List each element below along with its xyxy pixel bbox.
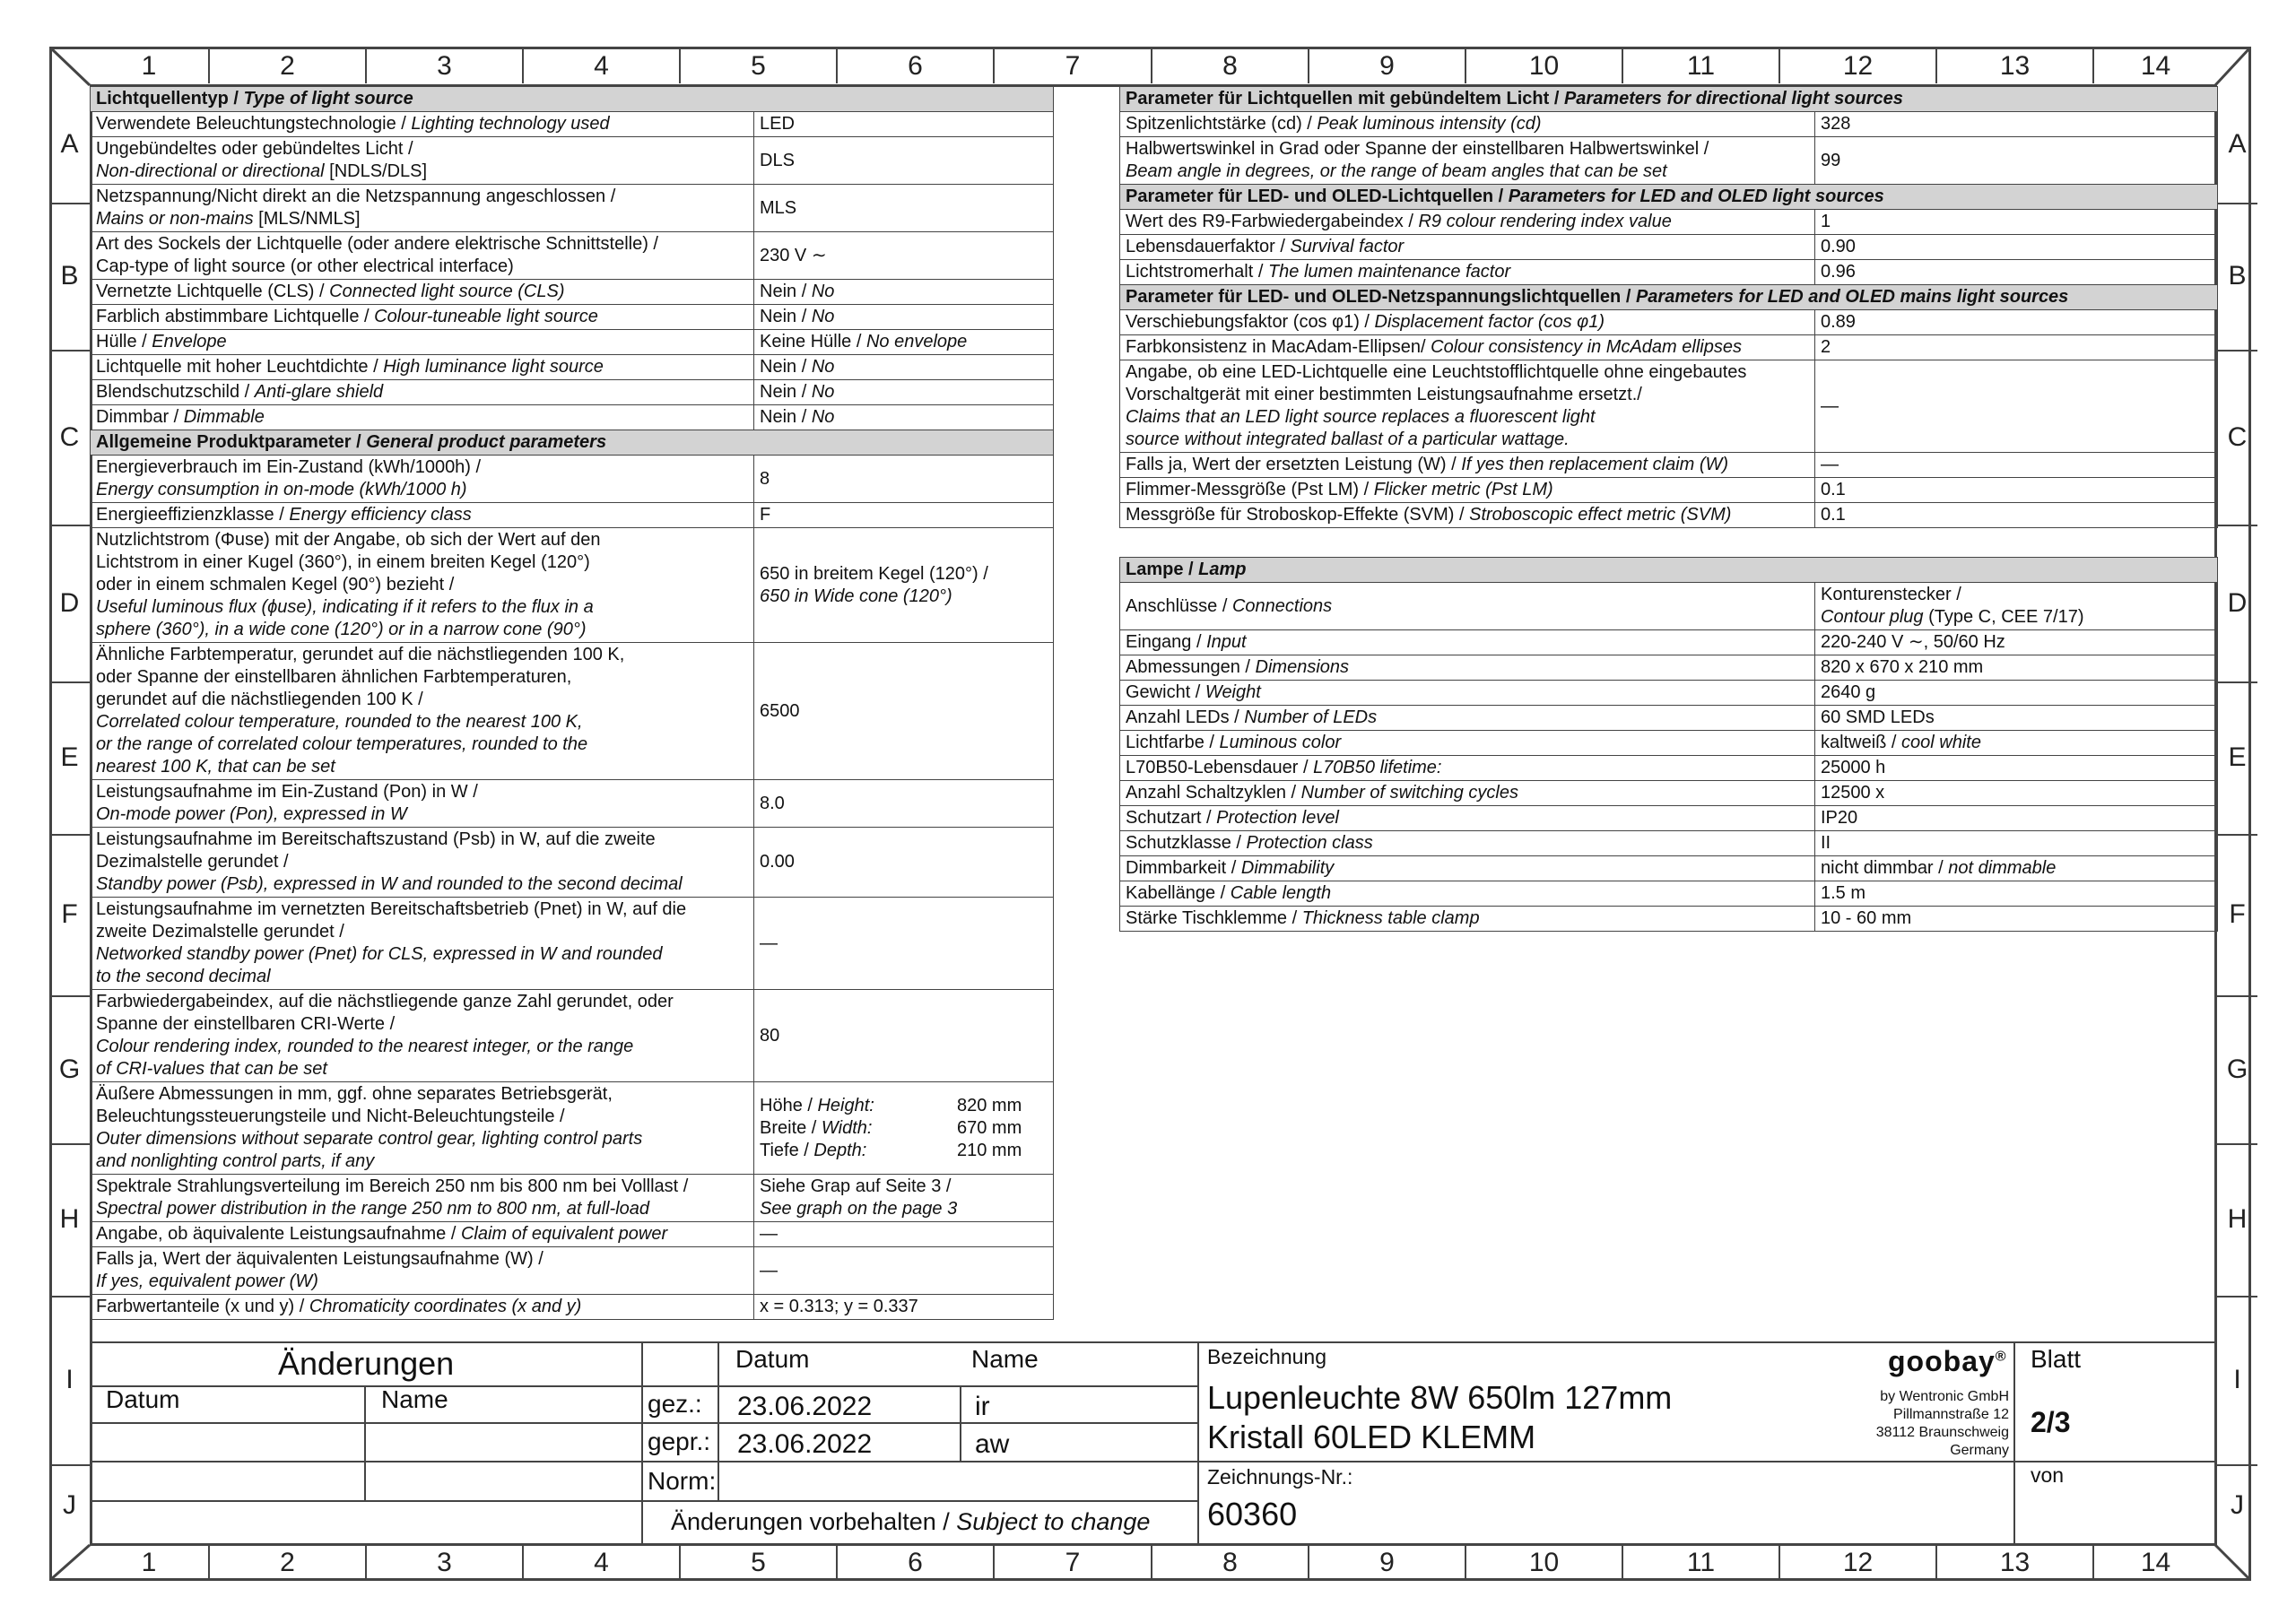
spec-value: Siehe Grap auf Seite 3 / See graph on the page 3 [754,1175,1054,1222]
spec-row [91,137,1054,185]
spec-value: 10 - 60 mm [1815,907,2218,932]
column-number: 9 [1308,1546,1465,1580]
row-divider [49,203,90,204]
spec-label: Nutzlichtstrom (Φuse) mit der Angabe, ob sich der Wert auf den Lichtstrom in einer Kugel (360°), in einem breiten Kegel (120°) oder in einem schmalen Kegel (90°) bezieht / Useful luminous flux (ϕuse), indicating if it refers to the flux in a sphere (360°), in a wide cone (120°) or in a narrow cone (90°) [91,528,754,643]
sheet-label: Blatt [2031,1345,2082,1373]
spec-label: Leistungsaufnahme im Bereitschaftszustand (Psb) in W, auf die zweite Dezimalstelle gerundet / Standby power (Psb), expressed in W and rounded to the second decimal [91,828,754,898]
column-number: 5 [679,1546,836,1580]
spec-row [91,456,1054,503]
spec-row [91,330,1054,355]
spec-value: 8 [754,456,1054,503]
section-header-led-oled: Parameter für LED- und OLED-Lichtquellen / Parameters for LED and OLED light sources [1120,185,2218,210]
spec-label: Wert des R9-Farbwiedergabeindex / R9 colour rendering index value [1120,210,1815,235]
spec-label: Dimmbar / Dimmable [91,405,754,430]
spec-value: kaltweiß / cool white [1815,731,2218,756]
name-header: Name [971,1345,1039,1373]
spec-row [91,185,1054,232]
spec-row [91,232,1054,280]
section-header-directional: Parameter für Lichtquellen mit gebündeltem Licht / Parameters for directional light sources [1120,87,2218,112]
column-number: 4 [522,49,679,83]
column-number: 3 [365,1546,522,1580]
spec-row [91,780,1054,828]
spec-value: 0.96 [1815,260,2218,285]
spec-label: Stärke Tischklemme / Thickness table clamp [1120,907,1815,932]
section-header-light-source-type: Lichtquellentyp / Type of light source [91,87,1054,112]
spec-label: L70B50-Lebensdauer / L70B50 lifetime: [1120,756,1815,781]
drawing-number: 60360 [1207,1496,1298,1532]
spec-row [1120,310,2218,335]
spec-value: IP20 [1815,806,2218,831]
column-number: 2 [208,1546,365,1580]
spec-row [91,1082,1054,1175]
spec-value: II [1815,831,2218,856]
spec-label: Farbwiedergabeindex, auf die nächstliegende ganze Zahl gerundet, oder Spanne der einstellbaren CRI-Werte / Colour rendering index, rounded to the nearest integer, or the range of CRI-values that can be set [91,990,754,1082]
spec-value: LED [754,112,1054,137]
row-divider [49,681,90,683]
row-letter: J [63,1489,76,1520]
column-number: 7 [993,1546,1151,1580]
spec-label: Ungebündeltes oder gebündeltes Licht / Non-directional or directional [NDLS/DLS] [91,137,754,185]
changes-title: Änderungen [278,1345,455,1382]
spec-row [1120,806,2218,831]
spec-row [1120,137,2218,185]
checked-date: 23.06.2022 [737,1429,873,1459]
spec-label: Schutzart / Protection level [1120,806,1815,831]
spec-label: Spitzenlichtstärke (cd) / Peak luminous intensity (cd) [1120,112,1815,137]
spec-label: Angabe, ob äquivalente Leistungsaufnahme / Claim of equivalent power [91,1222,754,1247]
row-divider [49,1296,90,1298]
spec-row [1120,681,2218,706]
company-address: by Wentronic GmbH Pillmannstraße 12 38112 Braunschweig Germany [1875,1389,2009,1458]
row-letter: C [2227,421,2248,452]
spec-label: Falls ja, Wert der ersetzten Leistung (W) / If yes then replacement claim (W) [1120,453,1815,478]
spec-row [1120,235,2218,260]
column-number: 6 [836,1546,993,1580]
spec-label: Messgröße für Stroboskop-Effekte (SVM) / Stroboscopic effect metric (SVM) [1120,503,1815,528]
drawing-number-label: Zeichnungs-Nr.: [1207,1465,1353,1488]
spec-value: MLS [754,185,1054,232]
spec-value: Nein / No [754,355,1054,380]
designation-label: Bezeichnung [1207,1345,1326,1368]
row-divider [2217,681,2257,683]
spec-row [1120,706,2218,731]
spec-label: Energieeffizienzklasse / Energy efficiency class [91,503,754,528]
row-letter: H [59,1204,80,1234]
spec-label: Hülle / Envelope [91,330,754,355]
spec-value: — [754,898,1054,990]
spec-label: Dimmbarkeit / Dimmability [1120,856,1815,881]
spec-value: Höhe / Height: 820 mm Breite / Width: 670 mm Tiefe / Depth: 210 mm [754,1082,1054,1175]
spec-label: Lichtstromerhalt / The lumen maintenance factor [1120,260,1815,285]
goobay-logo: goobay® [1888,1345,2007,1377]
spec-value: 0.1 [1815,478,2218,503]
section-header-led-oled-mains: Parameter für LED- und OLED-Netzspannungslichtquellen / Parameters for LED and OLED mains light sources [1120,285,2218,310]
spec-label: Blendschutzschild / Anti-glare shield [91,380,754,405]
row-letter: I [65,1365,74,1394]
column-number: 5 [679,49,836,83]
table-gap [1120,528,2218,558]
row-letter: G [2226,1054,2248,1084]
row-letter: F [61,899,78,929]
spec-row [1120,881,2218,907]
spec-row [91,112,1054,137]
spec-value: 650 in breitem Kegel (120°) / 650 in Wide cone (120°) [754,528,1054,643]
of-label: von [2031,1463,2065,1487]
spec-value: nicht dimmbar / not dimmable [1815,856,2218,881]
spec-row [91,1175,1054,1222]
row-divider [2217,834,2257,836]
column-number: 1 [141,51,157,81]
column-number: 1 [141,1548,157,1577]
spec-label: Farbwertanteile (x und y) / Chromaticity coordinates (x and y) [91,1295,754,1320]
spec-value: 2640 g [1815,681,2218,706]
spec-value: 8.0 [754,780,1054,828]
spec-label: Anschlüsse / Connections [1120,583,1815,630]
subject-to-change-note: Änderungen vorbehalten / Subject to change [671,1508,1151,1535]
spec-row [1120,907,2218,932]
row-divider [2217,1464,2257,1466]
section-header-general-product-parameters: Allgemeine Produktparameter / General product parameters [91,430,1054,456]
drawn-by-name: ir [975,1392,990,1421]
spec-value: 328 [1815,112,2218,137]
spec-row [1120,831,2218,856]
spec-value: 0.90 [1815,235,2218,260]
row-divider [49,350,90,352]
spec-value: 0.00 [754,828,1054,898]
spec-row [1120,503,2218,528]
spec-value: 60 SMD LEDs [1815,706,2218,731]
spec-row [1120,781,2218,806]
spec-row [91,898,1054,990]
spec-value: 820 x 670 x 210 mm [1815,655,2218,681]
spec-row [91,503,1054,528]
spec-value: 2 [1815,335,2218,360]
row-letter: C [59,421,80,452]
spec-row [1120,655,2218,681]
section-header-lamp: Lampe / Lamp [1120,558,2218,583]
row-divider [2217,525,2257,526]
spec-label: Lichtfarbe / Luminous color [1120,731,1815,756]
spec-row [91,305,1054,330]
spec-label: Anzahl LEDs / Number of LEDs [1120,706,1815,731]
column-number: 6 [836,49,993,83]
row-divider [2217,1143,2257,1145]
row-divider [49,1143,90,1145]
row-divider [49,525,90,526]
spec-value: Nein / No [754,380,1054,405]
spec-value: F [754,503,1054,528]
changes-name-header: Name [381,1385,448,1413]
spec-row [1120,856,2218,881]
spec-label: Farbkonsistenz in MacAdam-Ellipsen/ Colour consistency in McAdam ellipses [1120,335,1815,360]
spec-row [91,643,1054,780]
spec-value: 0.1 [1815,503,2218,528]
spec-value: Keine Hülle / No envelope [754,330,1054,355]
row-divider [2217,995,2257,997]
norm-label: Norm: [648,1467,717,1495]
spec-label: Verwendete Beleuchtungstechnologie / Lighting technology used [91,112,754,137]
spec-label: Farblich abstimmbare Lichtquelle / Colour-tuneable light source [91,305,754,330]
row-letter: A [60,129,79,159]
spec-label: Leistungsaufnahme im vernetzten Bereitschaftsbetrieb (Pnet) in W, auf die zweite Dezimalstelle gerundet / Networked standby power (Pnet) for CLS, expressed in W and rounded to the second decimal [91,898,754,990]
column-number: 3 [365,49,522,83]
row-letter: B [2228,261,2247,291]
spec-row [1120,112,2218,137]
column-number: 11 [1622,1546,1779,1580]
spec-row [1120,210,2218,235]
row-letter: E [2228,742,2247,772]
column-number: 2 [208,49,365,83]
spec-row [1120,731,2218,756]
column-number: 11 [1622,49,1779,83]
changes-date-header: Datum [106,1385,180,1413]
spec-label: Ähnliche Farbtemperatur, gerundet auf die nächstliegenden 100 K, oder Spanne der einstellbaren ähnlichen Farbtemperaturen, gerundet auf die nächstliegenden 100 K / Correlated colour temperature, rounded to the nearest 100 K, or the range of correlated colour temperatures, rounded to the nearest 100 K, that can be set [91,643,754,780]
spec-value: 1.5 m [1815,881,2218,907]
directional-led-lamp-parameters-table [1119,86,2218,932]
spec-label: Angabe, ob eine LED-Lichtquelle eine Leuchtstofflichtquelle ohne eingebautes Vorschaltgerät mit einer bestimmten Leistungsaufnahme ersetzt./ Claims that an LED light source replaces a fluorescent light source without integrated ballast of a particular wattage. [1120,360,1815,453]
row-letter: B [60,261,79,291]
date-header: Datum [735,1345,810,1373]
spec-value: 25000 h [1815,756,2218,781]
spec-value: 220-240 V ∼, 50/60 Hz [1815,630,2218,655]
spec-value: 1 [1815,210,2218,235]
row-letter: J [2231,1489,2244,1520]
column-number: 4 [522,1546,679,1580]
row-letter: D [2227,587,2248,618]
spec-value: Nein / No [754,405,1054,430]
spec-row [91,1295,1054,1320]
row-letter: D [59,587,80,618]
spec-value: x = 0.313; y = 0.337 [754,1295,1054,1320]
spec-label: Energieverbrauch im Ein-Zustand (kWh/1000h) / Energy consumption in on-mode (kWh/1000 h) [91,456,754,503]
column-number: 9 [1308,49,1465,83]
spec-value: 12500 x [1815,781,2218,806]
row-letter: G [58,1054,81,1084]
drawn-date: 23.06.2022 [737,1392,873,1421]
column-number: 13 [1935,1546,2092,1580]
row-letter: F [2229,899,2246,929]
spec-row [91,355,1054,380]
column-number: 8 [1151,49,1308,83]
spec-value: — [1815,453,2218,478]
spec-value: DLS [754,137,1054,185]
spec-value: 0.89 [1815,310,2218,335]
spec-value: — [754,1247,1054,1295]
column-number: 10 [1465,49,1622,83]
spec-row [1120,630,2218,655]
spec-label: Abmessungen / Dimensions [1120,655,1815,681]
row-divider [49,1464,90,1466]
spec-row [1120,478,2218,503]
spec-value: Nein / No [754,305,1054,330]
sheet-number: 2/3 [2031,1406,2071,1438]
spec-row [91,990,1054,1082]
spec-label: Flimmer-Messgröße (Pst LM) / Flicker metric (Pst LM) [1120,478,1815,503]
spec-row [1120,335,2218,360]
spec-label: Falls ja, Wert der äquivalenten Leistungsaufnahme (W) / If yes, equivalent power (W) [91,1247,754,1295]
spec-value: Nein / No [754,280,1054,305]
row-divider [2217,350,2257,352]
spec-row [91,405,1054,430]
column-number: 14 [2092,1546,2217,1580]
spec-value: 99 [1815,137,2218,185]
column-number: 14 [2092,49,2217,83]
checked-by-name: aw [975,1429,1010,1459]
spec-label: Spektrale Strahlungsverteilung im Bereich 250 nm bis 800 nm bei Volllast / Spectral power distribution in the range 250 nm to 800 nm, at full-load [91,1175,754,1222]
spec-label: Äußere Abmessungen in mm, ggf. ohne separates Betriebsgerät, Beleuchtungssteuerungsteile und Nicht-Beleuchtungsteile / Outer dimensions without separate control gear, lighting control parts and nonlighting control parts, if any [91,1082,754,1175]
spec-row [1120,583,2218,630]
spec-row [91,528,1054,643]
spec-label: Vernetzte Lichtquelle (CLS) / Connected light source (CLS) [91,280,754,305]
spec-value: — [754,1222,1054,1247]
column-number: 8 [1151,1546,1308,1580]
spec-value: 230 V ∼ [754,232,1054,280]
spec-value: 80 [754,990,1054,1082]
spec-row [1120,260,2218,285]
row-divider [49,834,90,836]
drawn-by-label: gez.: [648,1390,702,1418]
column-number: 12 [1779,49,1935,83]
spec-row [91,828,1054,898]
column-number: 10 [1465,1546,1622,1580]
row-letter: A [2228,129,2247,159]
spec-label: Leistungsaufnahme im Ein-Zustand (Pon) in W / On-mode power (Pon), expressed in W [91,780,754,828]
spec-label: Lichtquelle mit hoher Leuchtdichte / High luminance light source [91,355,754,380]
spec-value: Konturenstecker / Contour plug (Type C, CEE 7/17) [1815,583,2218,630]
spec-value: 6500 [754,643,1054,780]
spec-label: Kabellänge / Cable length [1120,881,1815,907]
row-divider [2217,1296,2257,1298]
spec-row [91,280,1054,305]
spec-row [1120,756,2218,781]
spec-label: Verschiebungsfaktor (cos φ1) / Displacement factor (cos φ1) [1120,310,1815,335]
light-source-parameters-table [90,86,1054,1320]
spec-row [91,380,1054,405]
spec-label: Anzahl Schaltzyklen / Number of switching cycles [1120,781,1815,806]
row-letter: H [2227,1204,2248,1234]
row-divider [2217,203,2257,204]
product-title-line2: Kristall 60LED KLEMM [1207,1419,1536,1455]
spec-row [1120,453,2218,478]
spec-label: Netzspannung/Nicht direkt an die Netzspannung angeschlossen / Mains or non-mains [MLS/NMLS] [91,185,754,232]
checked-by-label: gepr.: [648,1428,711,1455]
spec-label: Gewicht / Weight [1120,681,1815,706]
spec-row [1120,360,2218,453]
spec-label: Lebensdauerfaktor / Survival factor [1120,235,1815,260]
spec-label: Eingang / Input [1120,630,1815,655]
spec-value: — [1815,360,2218,453]
row-divider [49,995,90,997]
spec-row [91,1247,1054,1295]
row-letter: E [60,742,79,772]
spec-label: Schutzklasse / Protection class [1120,831,1815,856]
column-number: 7 [993,49,1151,83]
column-number: 13 [1935,49,2092,83]
spec-label: Halbwertswinkel in Grad oder Spanne der einstellbaren Halbwertswinkel / Beam angle in degrees, or the range of beam angles that can be set [1120,137,1815,185]
spec-label: Art des Sockels der Lichtquelle (oder andere elektrische Schnittstelle) / Cap-type of light source (or other electrical interface) [91,232,754,280]
spec-row [91,1222,1054,1247]
product-title-line1: Lupenleuchte 8W 650lm 127mm [1207,1379,1673,1416]
row-letter: I [2233,1365,2241,1394]
column-number: 12 [1779,1546,1935,1580]
